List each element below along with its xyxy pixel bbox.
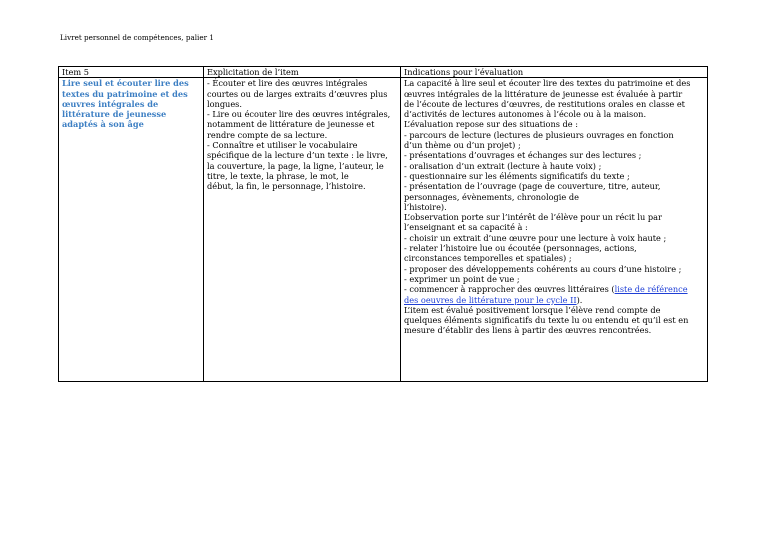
indications-line: œuvres intégrales de la littérature de jeunesse est évaluée à partir: [404, 88, 683, 99]
indications-line: circonstances temporelles et spatiales) ;: [404, 253, 572, 264]
indications-line: L’observation porte sur l’intérêt de l’élève pour un récit lu par: [404, 212, 662, 223]
indications-line: L’item est évalué positivement lorsque l’élève rend compte de: [404, 304, 661, 315]
table-header-row: [59, 67, 708, 78]
indications-line: d’un thème ou d’un projet) ;: [404, 140, 521, 151]
item-title-line: œuvres intégrales de: [62, 98, 159, 109]
indications-line: personnages, évènements, chronologie de: [404, 191, 579, 202]
reference-list-link[interactable]: liste de référence: [614, 284, 688, 295]
explicitation-line: la couverture, la page, la ligne, l’auteur, le: [207, 160, 384, 171]
explicitation-line: - Écouter et lire des œuvres intégrales: [207, 78, 368, 89]
competence-table: [58, 66, 708, 382]
indications-text: [404, 78, 704, 335]
indications-line: l’histoire).: [404, 201, 447, 212]
indications-line: - parcours de lecture (lectures de plusieurs ouvrages en fonction: [404, 129, 674, 140]
item-title-line: textes du patrimoine et des: [62, 88, 188, 99]
indications-link-line: [404, 295, 704, 305]
table-row: [59, 78, 708, 382]
indications-line: de l’écoute de lectures d’œuvres, de restitutions orales en classe et: [404, 98, 685, 109]
indications-cell: [401, 78, 708, 382]
indications-link-line: [404, 284, 704, 294]
item-title-cell: [59, 78, 204, 382]
item-title-line: adaptés à son âge: [62, 119, 144, 130]
indications-line: quelques éléments significatifs du texte lu ou entendu et qu’il est en: [404, 315, 689, 326]
link-suffix: ).: [576, 294, 583, 305]
indications-line: - questionnaire sur les éléments significatifs du texte ;: [404, 170, 630, 181]
explicitation-line: longues.: [207, 98, 242, 109]
indications-line: La capacité à lire seul et écouter lire des textes du patrimoine et des: [404, 78, 691, 89]
explicitation-line: spécifique de la lecture d’un texte : le livre,: [207, 150, 388, 161]
header-cell-item: [59, 67, 204, 78]
reference-list-link-continued[interactable]: des oeuvres de littérature pour le cycle II: [404, 294, 577, 305]
indications-line: mesure d’établir des liens à partir des œuvres rencontrées.: [404, 325, 652, 336]
indications-line: - choisir un extrait d’une œuvre pour une lecture à voix haute ;: [404, 232, 667, 243]
explicitation-line: notamment de littérature de jeunesse et: [207, 119, 375, 130]
explicitation-line: - Lire ou écouter lire des œuvres intégrales,: [207, 109, 391, 120]
explicitation-line: titre, le texte, la phrase, le mot, le: [207, 170, 349, 181]
explicitation-text: [207, 78, 397, 191]
indications-line: - présentation de l’ouvrage (page de couverture, titre, auteur,: [404, 181, 661, 192]
indications-line: L’évaluation repose sur des situations de :: [404, 119, 579, 130]
indications-line: - exprimer un point de vue ;: [404, 273, 520, 284]
item-title-line: Lire seul et écouter lire des: [62, 78, 189, 89]
item-title: [62, 78, 200, 129]
indications-line: - proposer des développements cohérents au cours d’une histoire ;: [404, 263, 682, 274]
indications-line: - oralisation d’un extrait (lecture à haute voix) ;: [404, 160, 602, 171]
indications-line: d’activités de lectures autonomes à l’école ou à la maison.: [404, 109, 647, 120]
explicitation-line: rendre compte de sa lecture.: [207, 129, 328, 140]
indications-line: - présentations d’ouvrages et échanges sur des lectures ;: [404, 150, 642, 161]
item-title-line: littérature de jeunesse: [62, 109, 167, 120]
page-header: Livret personnel de compétences, palier 1: [60, 33, 214, 42]
header-cell-explicitation: Explicitation de l’item: [204, 67, 401, 78]
link-prefix: - commencer à rapprocher des œuvres littéraires (: [404, 284, 615, 295]
explicitation-line: courtes ou de larges extraits d’œuvres plus: [207, 88, 388, 99]
explicitation-line: début, la fin, le personnage, l’histoire.: [207, 181, 366, 192]
item-number: Item 5: [62, 67, 89, 77]
explicitation-line: - Connaître et utiliser le vocabulaire: [207, 140, 358, 151]
indications-line: l’enseignant et sa capacité à :: [404, 222, 528, 233]
indications-line: - relater l’histoire lue ou écoutée (personnages, actions,: [404, 243, 637, 254]
header-cell-indications: Indications pour l’évaluation: [401, 67, 708, 78]
explicitation-cell: [204, 78, 401, 382]
